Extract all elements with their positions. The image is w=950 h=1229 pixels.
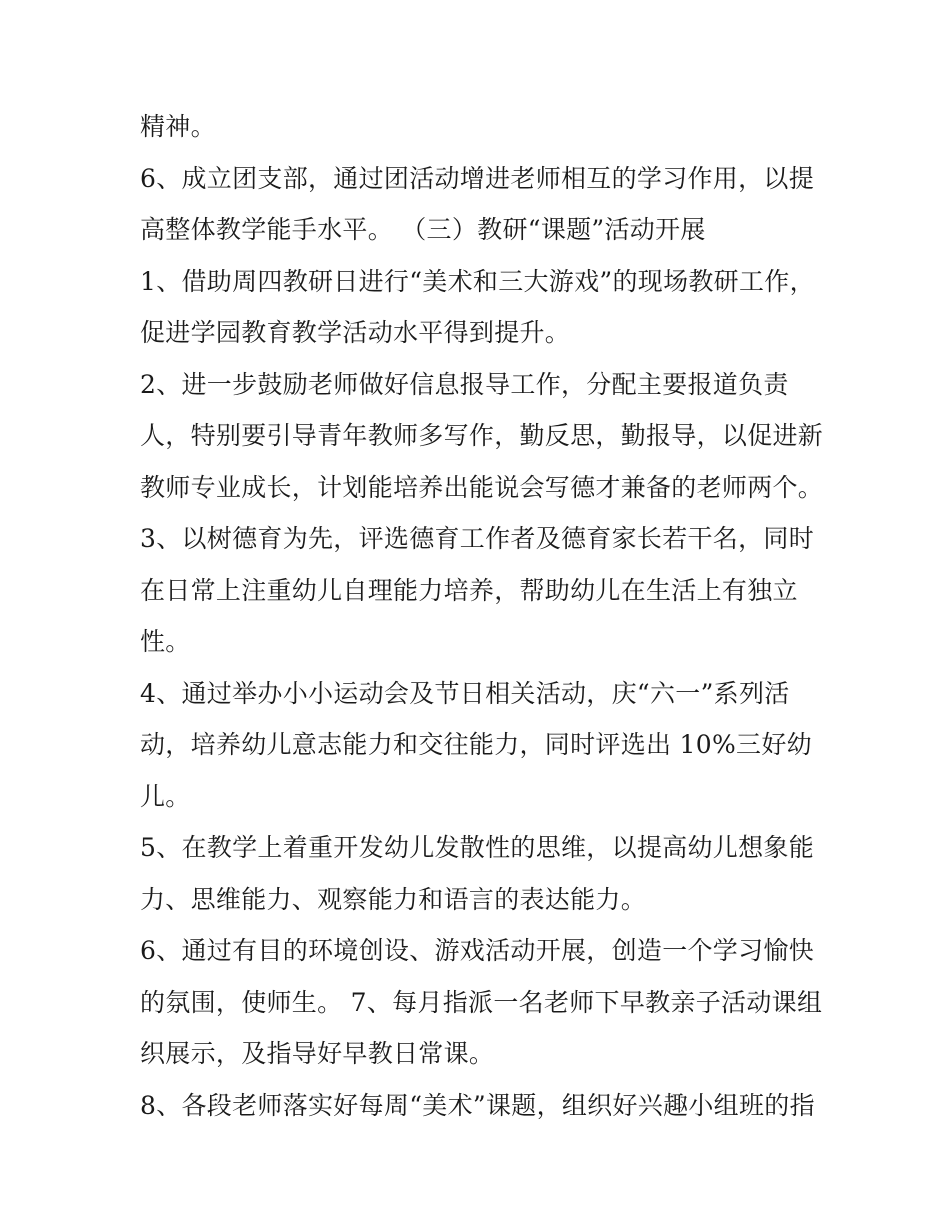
text-line: 儿。 [140, 782, 191, 811]
text-line: 人，特别要引导青年教师多写作，勤反思，勤报导，以促进新 [140, 421, 824, 450]
text-line: 5、在教学上着重开发幼儿发散性的思维，以提高幼儿想象能 [140, 833, 815, 862]
text-line: 的氛围，使师生。 7、每月指派一名老师下早教亲子活动课组 [140, 988, 823, 1017]
text-line: 6、成立团支部，通过团活动增进老师相互的学习作用，以提 [140, 164, 815, 193]
text-line: 教师专业成长，计划能培养出能说会写德才兼备的老师两个。 [140, 473, 824, 502]
text-line: 6、通过有目的环境创设、游戏活动开展，创造一个学习愉快 [140, 936, 815, 965]
text-line: 在日常上注重幼儿自理能力培养，帮助幼儿在生活上有独立 [140, 576, 798, 605]
text-line: 精神。 [140, 112, 216, 141]
text-line: 动，培养幼儿意志能力和交往能力，同时评选出 10%三好幼 [140, 730, 812, 759]
text-line: 8、各段老师落实好每周“美术”课题，组织好兴趣小组班的指 [140, 1091, 815, 1120]
text-line: 力、思维能力、观察能力和语言的表达能力。 [140, 885, 647, 914]
text-line: 2、进一步鼓励老师做好信息报导工作，分配主要报道负责 [140, 370, 789, 399]
text-line: 4、通过举办小小运动会及节日相关活动，庆“六一”系列活 [140, 679, 790, 708]
text-line: 性。 [140, 627, 191, 656]
text-line: 促进学园教育教学活动水平得到提升。 [140, 318, 571, 347]
text-line: 高整体教学能手水平。 （三）教研“课题”活动开展 [140, 215, 706, 244]
text-line: 3、以树德育为先，评选德育工作者及德育家长若干名，同时 [140, 524, 815, 553]
text-line: 织展示，及指导好早教日常课。 [140, 1039, 495, 1068]
text-line: 1、借助周四教研日进行“美术和三大游戏”的现场教研工作， [140, 267, 815, 296]
